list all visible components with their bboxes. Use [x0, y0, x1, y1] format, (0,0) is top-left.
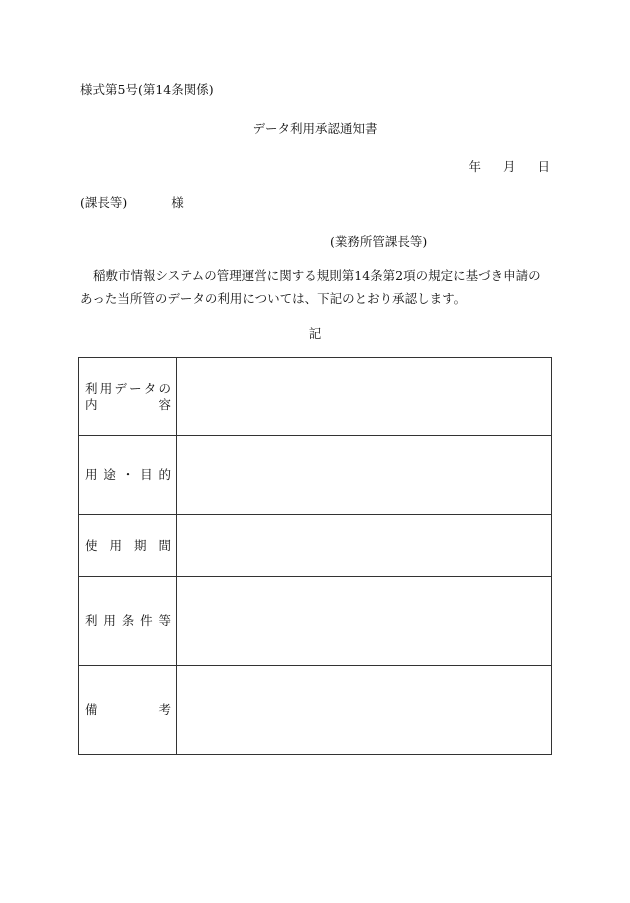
label-char: 件 [140, 613, 153, 628]
value-cell-data-content[interactable] [177, 358, 552, 436]
addressee-honorific: 様 [171, 195, 184, 210]
label-line [85, 702, 171, 718]
label-line [85, 397, 171, 413]
ki-heading: 記 [308, 326, 322, 341]
label-char: タ [143, 380, 157, 396]
label-char: 利 [85, 613, 98, 628]
table-row [79, 358, 552, 436]
value-cell-remarks[interactable] [177, 666, 552, 755]
label-char: 途 [103, 467, 116, 482]
value-cell-purpose[interactable] [177, 436, 552, 515]
addressee [80, 193, 184, 211]
date-year: 年 [468, 159, 481, 174]
label-char: デ [114, 380, 127, 396]
value-cell-usage-period[interactable] [177, 515, 552, 577]
label-char: 利 [85, 380, 98, 396]
row-label-remarks [79, 666, 177, 755]
label-char: 使 [85, 537, 98, 553]
row-label-data-content [79, 358, 177, 436]
label-line [85, 381, 171, 397]
issuer: (業務所管課長等) [330, 234, 428, 249]
table-row [79, 577, 552, 666]
label-char: の [158, 380, 171, 396]
label-line [85, 538, 171, 554]
row-label-conditions [79, 577, 177, 666]
label-char: 備 [85, 702, 98, 717]
label-char: 的 [158, 467, 171, 482]
detail-table [78, 357, 552, 755]
label-char: 間 [158, 537, 171, 553]
label-char: 内 [85, 396, 98, 412]
label-char: 用 [109, 537, 122, 553]
label-line [85, 613, 171, 629]
addressee-name: (課長等) [80, 195, 128, 210]
form-number: 様式第5号(第14条関係) [80, 82, 214, 97]
body-text: 稲敷市情報システムの管理運営に関する規則第14条第2項の規定に基づき申請のあった当所管のデータの利用については、下記のとおり承認します。 [80, 268, 541, 306]
label-char: ・ [121, 467, 135, 482]
label-char: 考 [158, 702, 171, 717]
label-char: ー [129, 380, 142, 396]
row-label-usage-period [79, 515, 177, 577]
label-char: 等 [158, 613, 171, 628]
row-label-purpose [79, 436, 177, 515]
table-row [79, 436, 552, 515]
date-line [468, 157, 550, 175]
label-line [85, 467, 171, 483]
table-row [79, 515, 552, 577]
label-char: 容 [158, 396, 171, 412]
label-char: 用 [99, 380, 113, 396]
page-title: データ利用承認通知書 [252, 121, 378, 136]
value-cell-conditions[interactable] [177, 577, 552, 666]
label-char: 用 [103, 613, 116, 628]
table-row [79, 666, 552, 755]
label-char: 用 [85, 467, 98, 482]
label-char: 目 [140, 467, 153, 482]
date-day: 日 [537, 159, 550, 174]
label-char: 条 [121, 613, 135, 628]
date-month: 月 [502, 159, 516, 174]
label-char: 期 [133, 537, 147, 553]
